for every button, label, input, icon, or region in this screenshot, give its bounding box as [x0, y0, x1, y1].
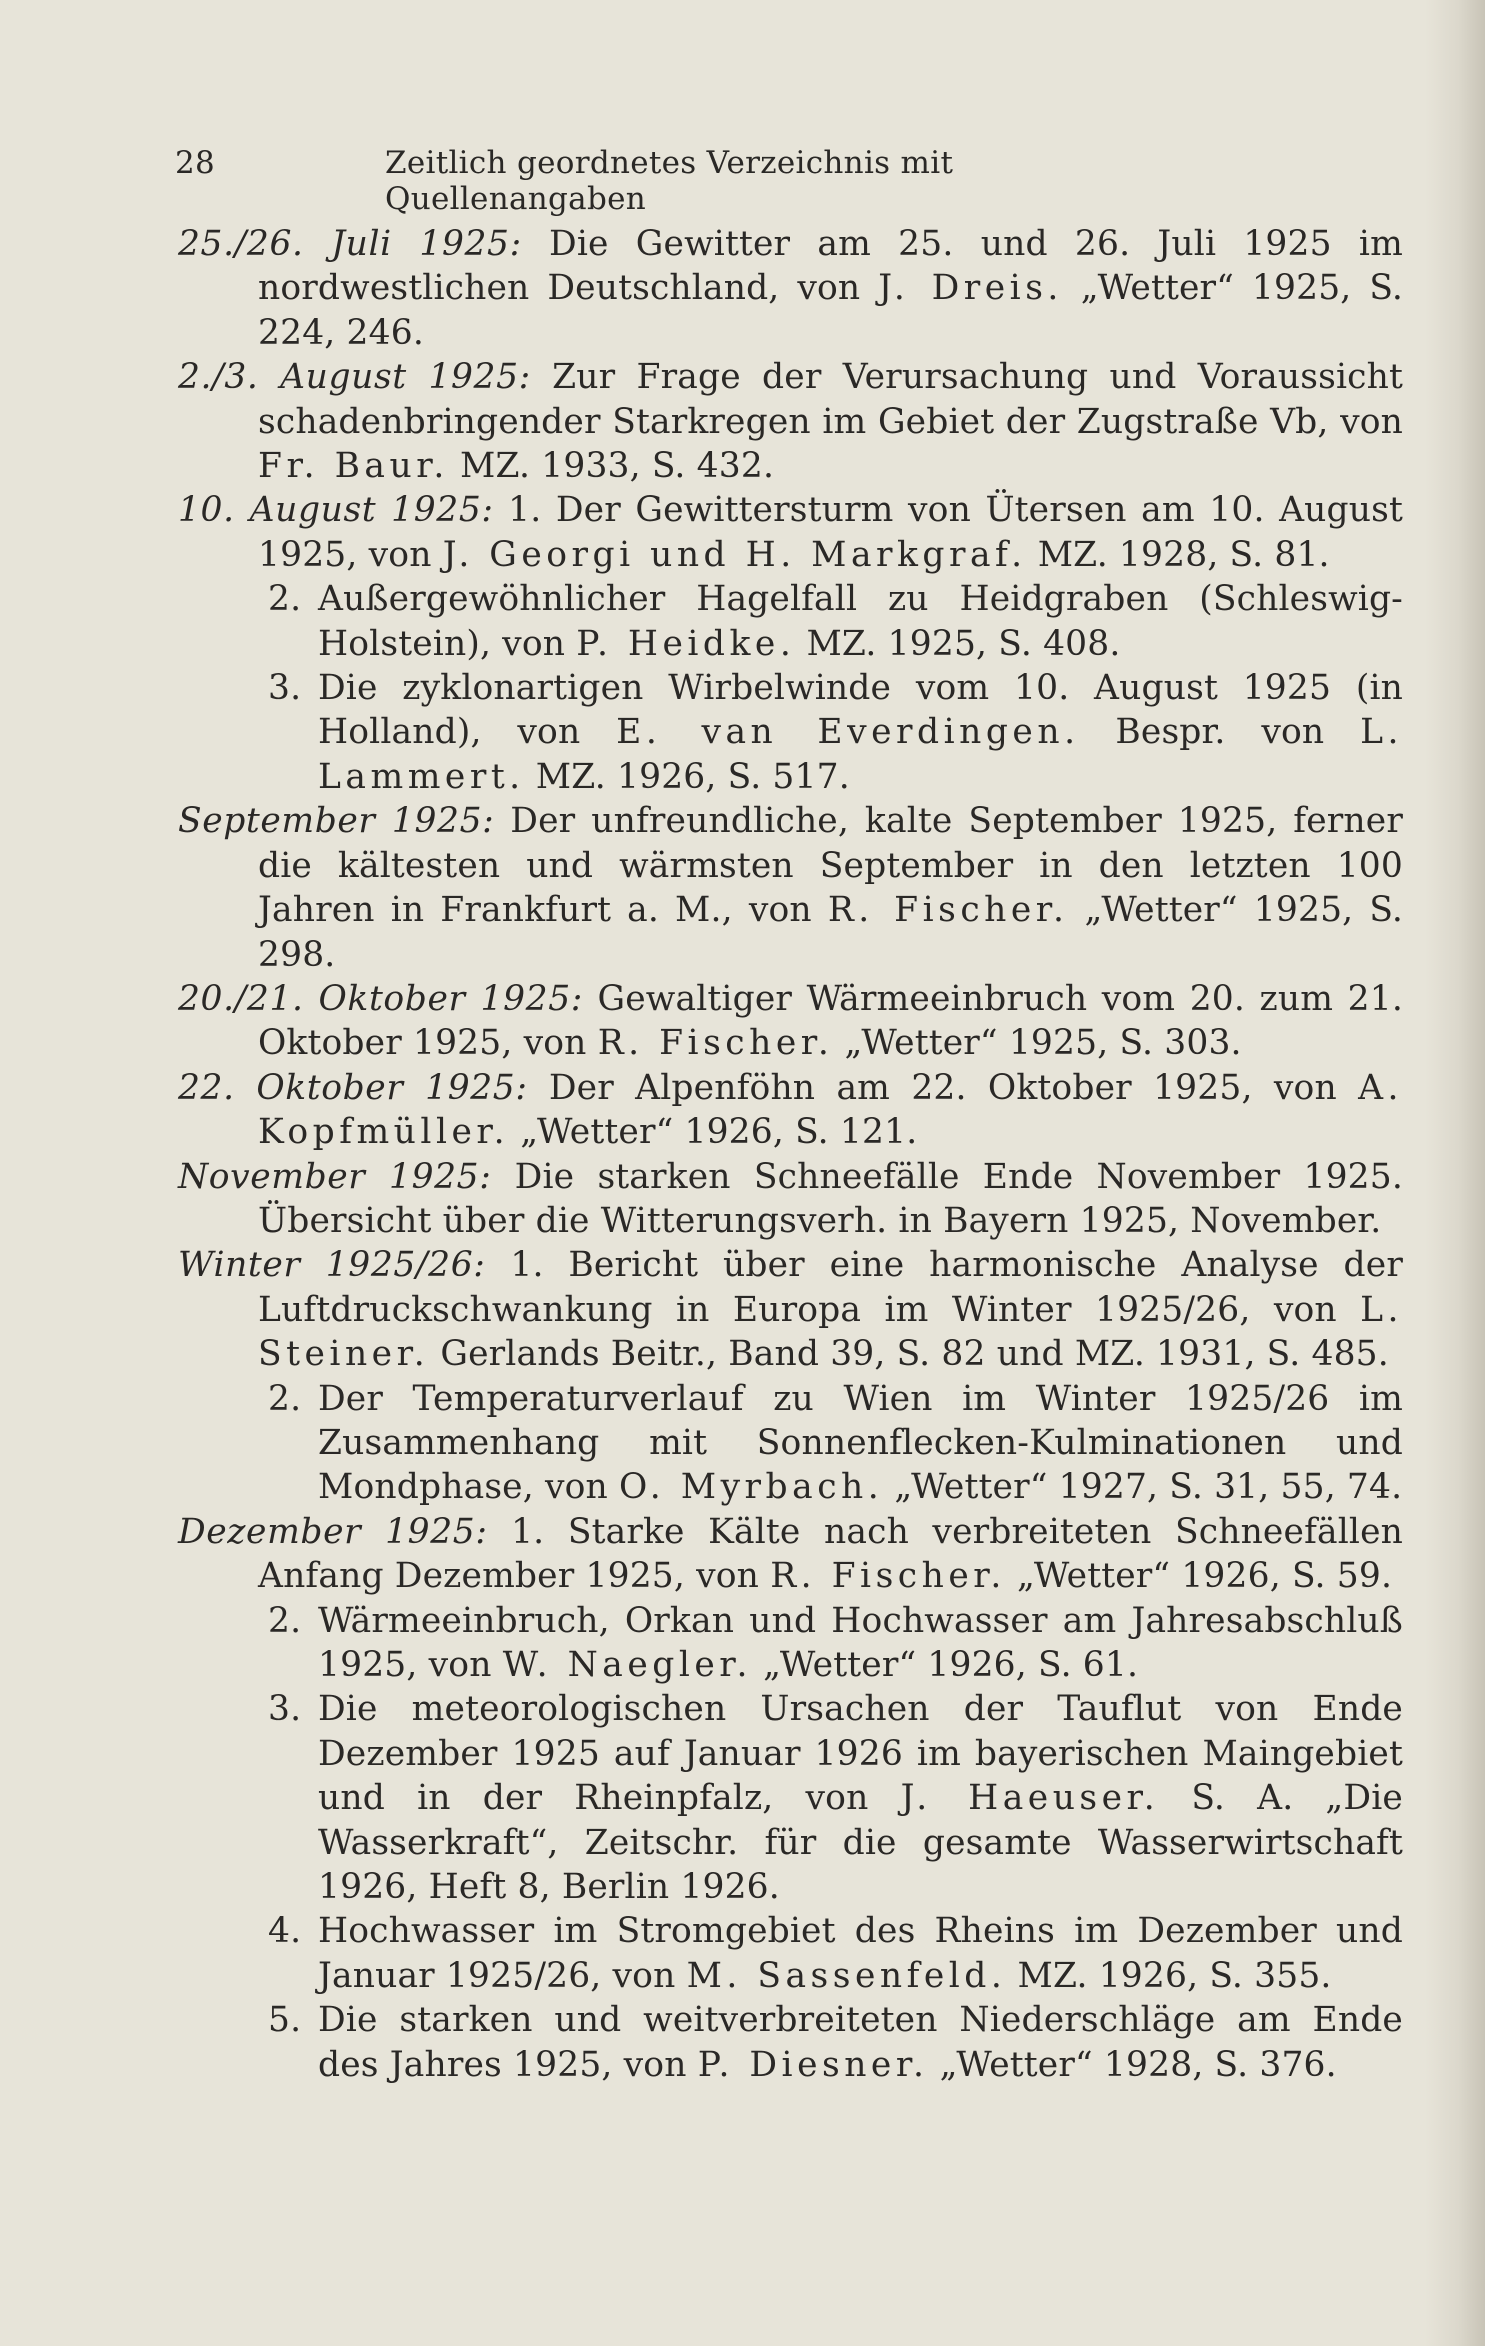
entry-november-1925	[178, 1155, 1403, 1244]
sub-item-author: W. Naegler.	[502, 1645, 752, 1685]
sub-item-author: E. van Everdingen.	[616, 712, 1080, 753]
sub-item-source: „Wetter“ 1926, S. 61.	[763, 1645, 1139, 1685]
sub-item-source: „Wetter“ 1927, S. 31, 55, 74.	[894, 1467, 1403, 1508]
sub-item-text: Wärmeeinbruch, Orkan und Hochwasser am Jahresabschluß 1925, von	[318, 1600, 1403, 1685]
entry-text: Der unfreundliche, kalte September 1925, ferner die kältesten und wärmsten September in den letzten 100 Jahren in Frankfurt a. M., von	[258, 801, 1403, 931]
entry-oktober-20-21-1925	[178, 977, 1403, 1066]
sub-item	[178, 1599, 1403, 1688]
entry-dezember-1925	[178, 1510, 1403, 1599]
sub-item-text: Bericht über eine harmonische Analyse der Luftdruckschwankung in Europa im Winter 1925/26, von	[258, 1245, 1404, 1330]
entry-date: 25./26. Juli 1925:	[178, 224, 522, 264]
entry-author: J. Dreis.	[878, 268, 1063, 309]
sub-item-source: MZ. 1928, S. 81.	[1037, 534, 1330, 575]
running-title: Zeitlich geordnetes Verzeichnis mit Quellenangaben	[385, 145, 954, 217]
entry-author: R. Fischer.	[597, 1023, 834, 1064]
sub-item-text: Hochwasser im Stromgebiet des Rheins im Dezember und Januar 1925/26, von	[318, 1911, 1403, 1996]
sub-item-author: J. Haeuser.	[900, 1778, 1160, 1819]
sub-item-source: Gerlands Beitr., Band 39, S. 82 und MZ. 1931, S. 485.	[440, 1334, 1389, 1375]
sub-item-text: Die starken und weitverbreiteten Niederschläge am Ende des Jahres 1925, von	[318, 2000, 1403, 2085]
sub-item-author: O. Myrbach.	[619, 1467, 884, 1508]
sub-item-number: 5.	[268, 2000, 302, 2041]
sub-item-text: Außergewöhnlicher Hagelfall zu Heidgraben (Schleswig-Holstein), von	[318, 579, 1403, 664]
page-header	[175, 145, 1200, 217]
entry-text: Der Alpenföhn am 22. Oktober 1925, von	[548, 1067, 1337, 1108]
sub-item-number: 3.	[268, 668, 302, 709]
sub-item-text: Starke Kälte nach verbreiteten Schneefällen Anfang Dezember 1925, von	[258, 1511, 1404, 1597]
entry-date: November 1925:	[178, 1156, 492, 1197]
sub-item-source: MZ. 1926, S. 355.	[1017, 1955, 1332, 1996]
entry-august-2-3-1925	[178, 355, 1403, 488]
sub-item-source: MZ. 1925, S. 408.	[806, 623, 1121, 664]
sub-item-number: 4.	[268, 1911, 302, 1952]
sub-item	[178, 1998, 1403, 2087]
sub-item-number: 3.	[268, 1689, 302, 1730]
entry-text: Die Gewitter am 25. und 26. Juli 1925 im nordwestlichen Deutschland, von	[258, 224, 1403, 309]
entry-text: Zur Frage der Verursachung und Voraussicht schadenbringender Starkregen im Gebiet der Zugstraße Vb, von	[258, 357, 1403, 442]
entry-juli-1925	[178, 222, 1403, 355]
entry-source: „Wetter“ 1925, S. 224, 246.	[258, 268, 1403, 353]
sub-item-number: 1.	[510, 1245, 544, 1286]
entry-source: „Wetter“ 1925, S. 303.	[844, 1023, 1242, 1064]
sub-item-author: P. Heidke.	[576, 623, 796, 664]
entry-date: 22. Oktober 1925:	[178, 1067, 528, 1108]
sub-item-author: P. Diesner.	[697, 2044, 929, 2085]
sub-item-source: Bespr. von	[1115, 712, 1325, 753]
page-number: 28	[175, 145, 216, 181]
entry-source: „Wetter“ 1926, S. 121.	[520, 1112, 918, 1153]
entry-date: Dezember 1925:	[178, 1511, 488, 1552]
entry-date: 2./3. August 1925:	[178, 357, 531, 398]
entry-august-10-1925	[178, 488, 1403, 577]
entry-text: Gewaltiger Wärmeeinbruch vom 20. zum 21. Oktober 1925, von	[258, 978, 1403, 1064]
sub-item	[178, 666, 1403, 799]
sub-item-number: 1.	[511, 1511, 545, 1552]
entry-author: A. Kopfmüller.	[258, 1067, 1403, 1153]
entry-date: Winter 1925/26:	[178, 1245, 486, 1286]
sub-item-source: S. A. „Die Wasserkraft“, Zeitschr. für die gesamte Wasserwirtschaft 1926, Heft 8, Berlin 1926.	[318, 1778, 1403, 1908]
sub-item-source: „Wetter“ 1926, S. 59.	[1017, 1556, 1393, 1597]
sub-item-reviewer: L. Lammert.	[318, 712, 1403, 797]
sub-item-author: J. Georgi und H. Markgraf.	[442, 534, 1027, 575]
sub-item-text: Die meteorologischen Ursachen der Tauflut von Ende Dezember 1925 auf Januar 1926 im bayerischen Maingebiet und in der Rheinpfalz, von	[318, 1689, 1403, 1819]
page-edge-shadow	[1425, 0, 1485, 2346]
sub-item-number: 1.	[508, 490, 542, 531]
sub-item	[178, 1687, 1403, 1909]
entry-date: September 1925:	[178, 801, 495, 842]
entry-list	[178, 222, 1403, 2087]
entry-source: MZ. 1933, S. 432.	[460, 446, 775, 487]
sub-item-source: „Wetter“ 1928, S. 376.	[939, 2044, 1337, 2085]
sub-item	[178, 1377, 1403, 1510]
entry-winter-1925-26	[178, 1243, 1403, 1376]
entry-oktober-22-1925	[178, 1066, 1403, 1155]
entry-author: R. Fischer.	[827, 890, 1069, 931]
entry-author: Fr. Baur.	[258, 446, 449, 487]
sub-item-author: L. Steiner.	[258, 1289, 1403, 1375]
sub-item-number: 2.	[268, 579, 302, 620]
entry-text: Die starken Schneefälle Ende November 1925. Übersicht über die Witterungsverh. in Bayern 1925, November.	[258, 1156, 1403, 1241]
sub-item	[178, 577, 1403, 666]
entry-september-1925	[178, 799, 1403, 977]
entry-source: „Wetter“ 1925, S. 298.	[258, 890, 1404, 975]
sub-item-author: M. Sassenfeld.	[686, 1955, 1007, 1996]
entry-date: 20./21. Oktober 1925:	[178, 978, 583, 1019]
sub-item	[178, 1909, 1403, 1998]
sub-item-text: Der Gewittersturm von Ütersen am 10. August 1925, von	[258, 490, 1403, 575]
sub-item-text: Die zyklonartigen Wirbelwinde vom 10. August 1925 (in Holland), von	[318, 668, 1403, 753]
entry-date: 10. August 1925:	[178, 490, 494, 531]
sub-item-number: 2.	[268, 1600, 302, 1641]
sub-item-source-2: MZ. 1926, S. 517.	[535, 756, 850, 797]
sub-item-text: Der Temperaturverlauf zu Wien im Winter 1925/26 im Zusammenhang mit Sonnenflecken-Kulminationen und Mondphase, von	[318, 1378, 1403, 1508]
sub-item-author: R. Fischer.	[770, 1556, 1006, 1597]
sub-item-number: 2.	[268, 1378, 302, 1419]
